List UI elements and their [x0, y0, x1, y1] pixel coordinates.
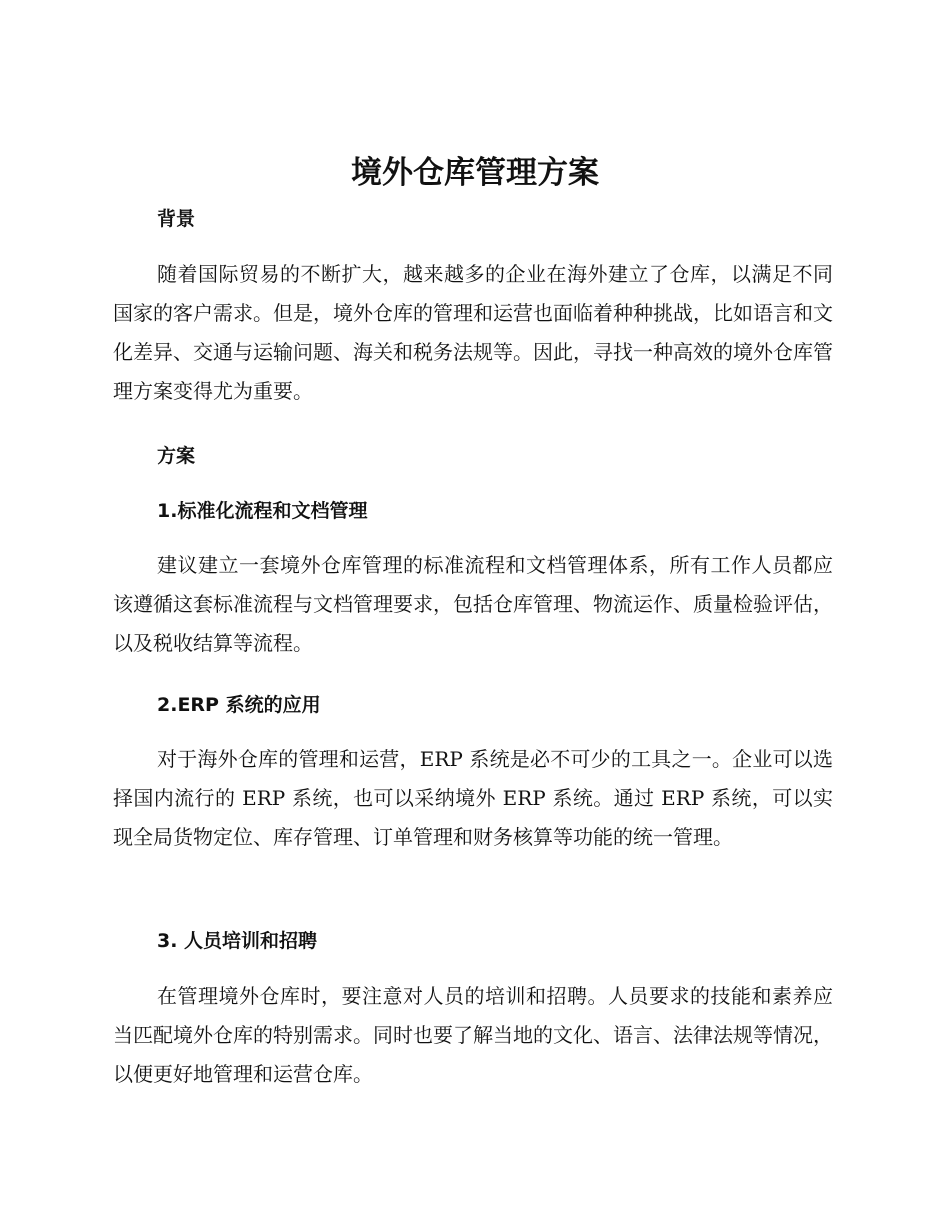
paragraph-item-3: 在管理境外仓库时，要注意对人员的培训和招聘。人员要求的技能和素养应当匹配境外仓库的特别需求。同时也要了解当地的文化、语言、法律法规等情况，以便更好地管理和运营仓库。	[113, 984, 833, 1086]
paragraph-item-1: 建议建立一套境外仓库管理的标准流程和文档管理体系，所有工作人员都应该遵循这套标准流程与文档管理要求，包括仓库管理、物流运作、质量检验评估，以及税收结算等流程。	[113, 553, 833, 655]
subsection-heading-2: 2.ERP 系统的应用	[157, 694, 321, 716]
section-heading-plan: 方案	[157, 445, 196, 467]
section-heading-background: 背景	[157, 208, 196, 230]
subsection-heading-1: 1.标准化流程和文档管理	[157, 500, 368, 522]
paragraph-item-2: 对于海外仓库的管理和运营，ERP 系统是必不可少的工具之一。企业可以选择国内流行的 ERP 系统，也可以采纳境外 ERP 系统。通过 ERP 系统，可以实现全局货物定位、库存管理、订单管理和财务核算等功能的统一管理。	[113, 747, 833, 849]
subsection-heading-3: 3. 人员培训和招聘	[157, 930, 318, 952]
paragraph-background: 随着国际贸易的不断扩大，越来越多的企业在海外建立了仓库，以满足不同国家的客户需求。但是，境外仓库的管理和运营也面临着种种挑战，比如语言和文化差异、交通与运输问题、海关和税务法规等。因此，寻找一种高效的境外仓库管理方案变得尤为重要。	[113, 262, 833, 403]
document-title: 境外仓库管理方案	[351, 155, 599, 191]
